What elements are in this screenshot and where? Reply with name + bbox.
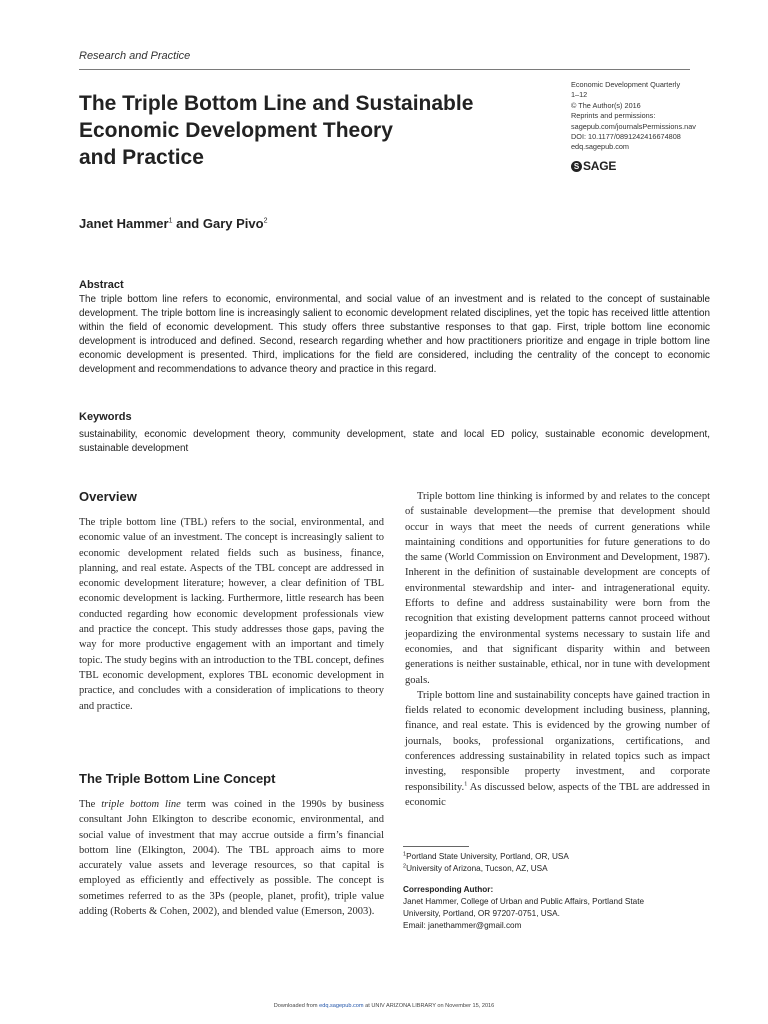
abstract-heading: Abstract [79,279,124,291]
concept-text [79,797,384,919]
affiliation-mark: 1 [403,851,407,858]
keywords-text: sustainability, economic development theory, community development, state and local ED policy, sustainable economic development, sustainable development [79,429,710,454]
journal-name: Economic Development Quarterly [571,80,681,89]
keywords-heading: Keywords [79,411,132,423]
section-label: Research and Practice [79,50,191,62]
author-joiner: and [172,216,203,231]
sage-s-icon: S [571,161,582,172]
corresponding-line: University, Portland, OR 97207-0751, USA. [403,909,560,918]
right-column-text [405,489,710,810]
journal-site-link[interactable]: edq.sagepub.com [571,142,630,152]
doi[interactable]: DOI: 10.1177/0891242416674808 [571,132,681,142]
permissions-link[interactable]: sagepub.com/journalsPermissions.nav [571,121,696,131]
affiliation-2 [403,863,713,875]
download-notice [0,1003,768,1009]
affiliation-mark: 2 [403,863,407,870]
overview-heading: Overview [79,489,137,504]
corresponding-line: Janet Hammer, College of Urban and Public Affairs, Portland State [403,897,645,906]
affiliation-text: Portland State University, Portland, OR, USA [406,852,569,861]
sage-logo-text: SAGE [583,159,617,173]
footnotes [403,851,713,932]
author-name: Janet Hammer [79,216,169,231]
authors [79,216,267,231]
paragraph: Triple bottom line thinking is informed by and relates to the concept of sustainable development—the premise that development should occur in ways that meet the needs of current generations while maintaining conditions and opportunities for future generations to do the same (World Commission on Environment and Development, 1987). Inherent in the definition of sustainable development are concepts of environmental stewardship and inter- and intragenerational equity. Efforts to define and address sustainability were born from the recognition that existing development patterns cannot proceed without jeopardizing the environmental systems necessary to sustain life and economies, and that significant disparity within and between generations is neither sustainable, ethical, nor in tune with development goals. [405,491,710,686]
corresponding-email[interactable]: Email: janethammer@gmail.com [403,921,522,930]
text-run: The [79,799,102,810]
paragraph: The triple bottom line (TBL) refers to the social, environmental, and economic value of an investment. The concept is increasingly salient to economic development related fields such as business, finance, planning, and real estate. Aspects of the TBL concept are addressed in economic development literature; however, a clear definition of TBL economic development is lacking. Furthermore, little research has been conducted regarding how economic development professionals view and practice the concept. This study addresses those gaps, paving the way for more productive engagement with an important and timely topic. The study begins with an introduction to the TBL concept, defines TBL economic development, explores TBL economic development in practice, and concludes with a consideration of implications to theory and practice. [79,517,384,712]
text-run: As discussed below, aspects of the TBL are addressed in economic [405,781,710,808]
journal-pages: 1–12 [571,90,588,100]
download-text: Downloaded from [273,1003,320,1009]
corresponding-heading: Corresponding Author: [403,885,494,894]
reprints-label: Reprints and permissions: [571,111,656,121]
author-name: Gary Pivo [202,216,264,231]
copyright: © The Author(s) 2016 [571,100,641,110]
header-rule [79,69,690,70]
journal-info [571,80,751,153]
italic-term: triple bottom line [101,799,181,810]
affiliation-1 [403,851,713,863]
overview-text [79,515,384,714]
paragraph [79,797,384,919]
title-line: The Triple Bottom Line and Sustainable [79,92,474,115]
article-title [79,90,549,171]
affiliation-mark: 2 [263,217,268,225]
abstract-text: The triple bottom line refers to economic, environmental, and social value of an investment and is related to the concept of sustainable development. The triple bottom line is increasingly salient to economic development related disciplines, yet the topic has received little attention within the field of economic development. This study offers three substantive responses to that gap. First, triple bottom line economic development is introduced and defined. Second, research regarding whether and how practitioners prioritize and engage in triple bottom line economic development is presented. Third, implications for the field are considered, including the centrality of the concept to economic development and recommendations to advance theory and practice in this regard. [79,294,710,375]
concept-heading: The Triple Bottom Line Concept [79,771,276,786]
footnote-rule [403,846,469,847]
title-line: and Practice [79,146,204,169]
text-run: term was coined in the 1990s by business consultant John Elkington to describe economic, environmental, and social value of investment that may accrue outside a firm’s financial bottom line (Elkington, 2004). The TBL approach aims to more accurately value assets and leverage resources, so that capital is employed as efficiently and effectively as possible. The concept is sometimes referred to as the 3Ps (people, planet, profit), triple value adding (Roberts & Cohen, 2002), and blended value (Emerson, 2003). [79,799,384,918]
title-line: Economic Development Theory [79,119,393,142]
download-text: at UNIV ARIZONA LIBRARY on November 15, 2016 [363,1003,495,1009]
affiliation-mark: 1 [168,217,173,225]
text-run: Triple bottom line and sustainability concepts have gained traction in fields related to economic development including business, planning, finance, and real estate. This is evidenced by the growing number of journals, books, professional organizations, certifications, and conferences addressing sustainability in related topics such as impact investing, responsible property investment, and corporate responsibility. [405,689,710,793]
note-mark: 1 [464,780,468,788]
sage-logo [571,159,616,173]
affiliation-text: University of Arizona, Tucson, AZ, USA [406,864,548,873]
download-link[interactable]: edq.sagepub.com [319,1003,364,1009]
paragraph [405,688,710,810]
